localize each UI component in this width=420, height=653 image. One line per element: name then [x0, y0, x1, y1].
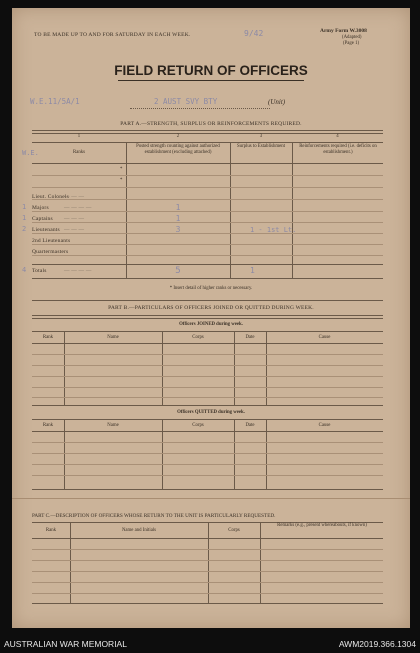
row-line: [32, 187, 383, 188]
rank-label: 2nd Lieutenants: [32, 238, 71, 244]
form-page: (Page 1): [343, 41, 360, 46]
rank-label: Lieut. Colonels: [32, 194, 69, 200]
col-number-4: 4: [336, 134, 339, 139]
row-line: [32, 255, 383, 256]
row-line: [32, 442, 383, 443]
totals-top-rule: [32, 264, 383, 265]
quitted-col-corps: Corps: [192, 423, 204, 428]
joined-col-name: Name: [107, 335, 119, 340]
joined-table-bottom: [32, 405, 383, 406]
row-line: [32, 582, 383, 583]
col-header-reinforcements: Reinforcements required (i.e. deficits on establishment.): [299, 144, 377, 155]
part-a-vline-2: [230, 142, 231, 278]
part-c-col-remarks: Remarks (e.g., present whereabouts, if known): [277, 523, 367, 528]
instruction-text: TO BE MADE UP TO AND FOR SATURDAY IN EACH WEEK.: [34, 32, 191, 38]
quitted-vline: [162, 419, 163, 489]
joined-vline: [234, 331, 235, 405]
part-c-table-bottom: [32, 603, 383, 604]
joined-col-rank: Rank: [42, 335, 54, 340]
joined-vline: [162, 331, 163, 405]
joined-table-top: [32, 331, 383, 332]
part-a-subrule: [32, 142, 383, 143]
footer-credit: AUSTRALIAN WAR MEMORIAL: [4, 639, 127, 649]
part-a-header-bottom: [32, 163, 383, 164]
form-name: Army Form W.3008: [320, 28, 367, 34]
quitted-col-rank: Rank: [42, 423, 54, 428]
part-b-top-rule: [32, 300, 383, 301]
quitted-header-rule: [32, 431, 383, 432]
part-c-col-name: Name and Initials: [121, 528, 157, 533]
handwritten-date: 9/42: [244, 29, 264, 38]
quitted-col-name: Name: [107, 423, 119, 428]
row-line: [32, 475, 383, 476]
handwritten-rank-count: 2: [22, 225, 27, 233]
handwritten-we: W.E.: [22, 149, 39, 157]
quitted-table-bottom: [32, 489, 383, 490]
surplus-note: 1 - 1st Lt.: [250, 226, 297, 234]
document-page: TO BE MADE UP TO AND FOR SATURDAY IN EACH WEEK. 9/42 Army Form W.3008 (Adapted) (Page 1) FIELD RETURN OF OFFICERS W.E.11/5A/1 2 AUST SVY BTY (Unit) PART A.—STRENGTH, SURPLUS OR REINFORCEMENTS REQUIRED. 1 2 3 4 W.E. Ranks Posted strength counting against authorized establishment (excluding attached) Surplus to Establishment Reinforcements required (i.e. deficits on establishment.) * * Lieut. Colonels Majors Captains Lieutenants 2nd Lieutenants Quartermasters Totals — — — — — — — — — — — — — — — — — 1 1 2 4 1 1 3 5 1 - 1st Lt. 1 * Insert detail of higher ranks or necessary. PART B.—PARTICULARS OF OFFICERS JOINED OR QUITTED DURING WEEK. Officers JOINED during week. Rank Name Corps Date Cause Officers QUITTED during week. Rank Name Corps Date Cause PART C.—DESCRIPTION OF OFFICERS WHOSE RETURN TO THE UNIT IS PARTICULARLY REQUESTED. Rank Name and Initials Corps Remarks (e.g., present whereabouts, if known): [12, 8, 410, 628]
handwritten-unit: 2 AUST SVY BTY: [154, 97, 218, 106]
part-a-heading: PART A.—STRENGTH, SURPLUS OR REINFORCEMENTS REQUIRED.: [120, 121, 302, 127]
row-line: [32, 571, 383, 572]
posted-value: 3: [175, 225, 181, 234]
col-number-3: 3: [259, 134, 263, 139]
col-number-1: 1: [77, 134, 81, 139]
row-line: [32, 175, 383, 176]
row-line: [32, 199, 383, 200]
unit-line: [130, 108, 270, 109]
asterisk-mark: *: [120, 167, 123, 172]
rank-label: Captains: [32, 216, 53, 222]
title-underline: [118, 80, 304, 81]
joined-vline: [64, 331, 65, 405]
rank-label: Quartermasters: [32, 249, 69, 255]
joined-vline: [266, 331, 267, 405]
row-line: [32, 376, 383, 377]
col-header-surplus: Surplus to Establishment: [237, 144, 285, 149]
handwritten-ref: W.E.11/5A/1: [30, 97, 80, 106]
joined-col-date: Date: [245, 335, 255, 340]
rank-label: Majors: [32, 205, 49, 211]
col-header-ranks: Ranks: [73, 150, 85, 155]
form-adapted: (Adapted): [342, 35, 362, 40]
quitted-table-top: [32, 419, 383, 420]
joined-header-rule: [32, 343, 383, 344]
row-line: [32, 365, 383, 366]
footnote: * Insert detail of higher ranks or necessary.: [169, 286, 253, 291]
part-c-col-corps: Corps: [228, 528, 240, 533]
quitted-col-cause: Cause: [318, 423, 331, 428]
rank-label: Lieutenants: [32, 227, 60, 233]
handwritten-total-count: 4: [22, 266, 27, 274]
row-line: [32, 387, 383, 388]
part-c-vline: [260, 522, 261, 603]
asterisk-mark: *: [120, 178, 123, 183]
row-line: [32, 244, 383, 245]
joined-col-corps: Corps: [192, 335, 204, 340]
surplus-total: 1: [250, 266, 255, 275]
joined-heading: Officers JOINED during week.: [179, 322, 243, 327]
posted-total: 5: [175, 266, 181, 276]
page-title: FIELD RETURN OF OFFICERS: [114, 63, 308, 78]
part-c-heading: PART C.—DESCRIPTION OF OFFICERS WHOSE RETURN TO THE UNIT IS PARTICULARLY REQUESTED.: [32, 513, 276, 519]
row-line: [32, 549, 383, 550]
quitted-heading: Officers QUITTED during week.: [177, 410, 245, 415]
row-line: [32, 397, 383, 398]
row-line: [32, 593, 383, 594]
quitted-col-date: Date: [245, 423, 255, 428]
row-line: [32, 354, 383, 355]
posted-value: 1: [175, 214, 181, 223]
quitted-vline: [234, 419, 235, 489]
part-c-col-rank: Rank: [45, 528, 57, 533]
row-line: [32, 560, 383, 561]
part-b-rule: [32, 315, 383, 319]
totals-bottom-rule: [32, 278, 383, 279]
part-b-heading: PART B.—PARTICULARS OF OFFICERS JOINED OR QUITTED DURING WEEK.: [108, 305, 314, 311]
col-number-2: 2: [176, 134, 180, 139]
row-line: [32, 453, 383, 454]
handwritten-rank-count: 1: [22, 214, 27, 222]
footer-accession: AWM2019.366.1304: [338, 639, 416, 649]
page-fold: [12, 498, 410, 499]
quitted-vline: [266, 419, 267, 489]
part-c-vline: [208, 522, 209, 603]
joined-col-cause: Cause: [318, 335, 331, 340]
unit-label: (Unit): [268, 98, 286, 106]
quitted-vline: [64, 419, 65, 489]
part-a-vline-3: [292, 142, 293, 278]
posted-value: 1: [175, 203, 181, 212]
totals-label: Totals: [32, 268, 47, 274]
row-line: [32, 464, 383, 465]
handwritten-rank-count: 1: [22, 203, 27, 211]
col-header-posted: Posted strength counting against authorized establishment (excluding attached): [136, 144, 220, 155]
part-c-vline: [70, 522, 71, 603]
